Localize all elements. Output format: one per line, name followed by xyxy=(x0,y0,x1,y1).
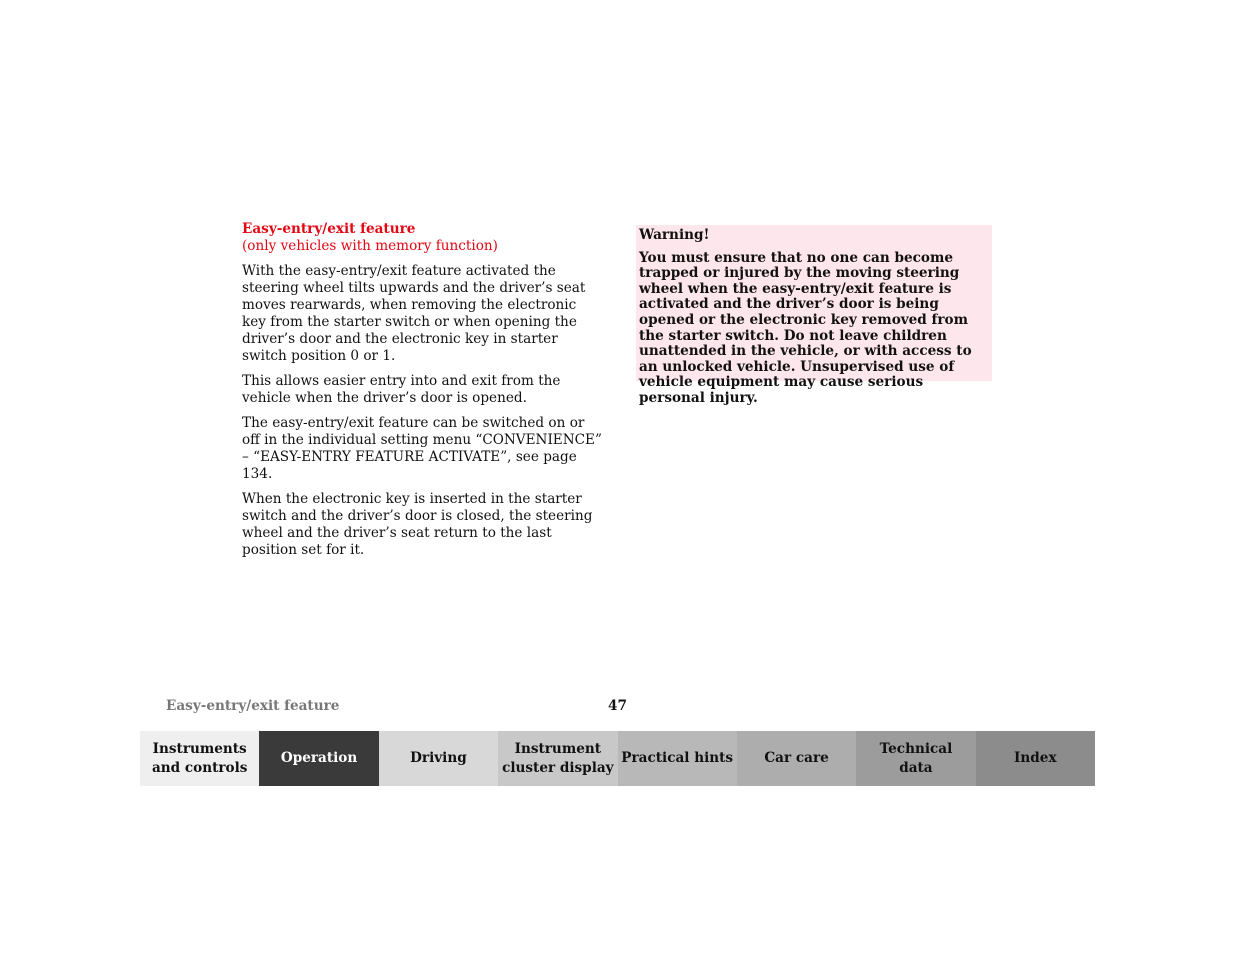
warning-title: Warning! xyxy=(639,227,710,243)
nav-tab-driving[interactable]: Driving xyxy=(379,731,498,786)
nav-tab-index[interactable]: Index xyxy=(976,731,1095,786)
section-subtitle: (only vehicles with memory function) xyxy=(242,238,498,254)
warning-box xyxy=(636,225,992,406)
nav-tab-practical-hints[interactable]: Practical hints xyxy=(618,731,737,786)
paragraph-2: This allows easier entry into and exit from the vehicle when the driver’s door is opened. xyxy=(242,373,561,406)
footer-section-name: Easy-entry/exit feature xyxy=(166,698,340,714)
main-content xyxy=(242,221,604,567)
section-title: Easy-entry/exit feature xyxy=(242,221,416,237)
nav-tab-operation[interactable]: Operation xyxy=(259,731,378,786)
paragraph-4: When the electronic key is inserted in the starter switch and the driver’s door is closed, the steering wheel and the driver’s seat return to the last position set for it. xyxy=(242,491,593,558)
paragraph-3: The easy-entry/exit feature can be switched on or off in the individual setting menu “CONVENIENCE” – “EASY-ENTRY FEATURE ACTIVATE”, see page 134. xyxy=(242,415,602,482)
nav-tab-car-care[interactable]: Car care xyxy=(737,731,856,786)
chapter-nav-bar xyxy=(140,731,1095,786)
page-number: 47 xyxy=(608,698,627,714)
nav-tab-instruments-and-controls[interactable]: Instruments and controls xyxy=(140,731,259,786)
nav-tab-technical-data[interactable]: Technical data xyxy=(856,731,975,786)
nav-tab-instrument-cluster-display[interactable]: Instrument cluster display xyxy=(498,731,617,786)
warning-text: You must ensure that no one can become trapped or injured by the moving steering wheel when the easy-entry/exit feature is activated and the driver’s door is being opened or the electronic key removed from the starter switch. Do not leave children unattended in the vehicle, or with access to an unlocked vehicle. Unsupervised use of vehicle equipment may cause serious personal injury. xyxy=(639,249,972,406)
paragraph-1: With the easy-entry/exit feature activated the steering wheel tilts upwards and the driver’s seat moves rearwards, when removing the electronic key from the starter switch or when opening the driver’s door and the electronic key in starter switch position 0 or 1. xyxy=(242,263,586,364)
